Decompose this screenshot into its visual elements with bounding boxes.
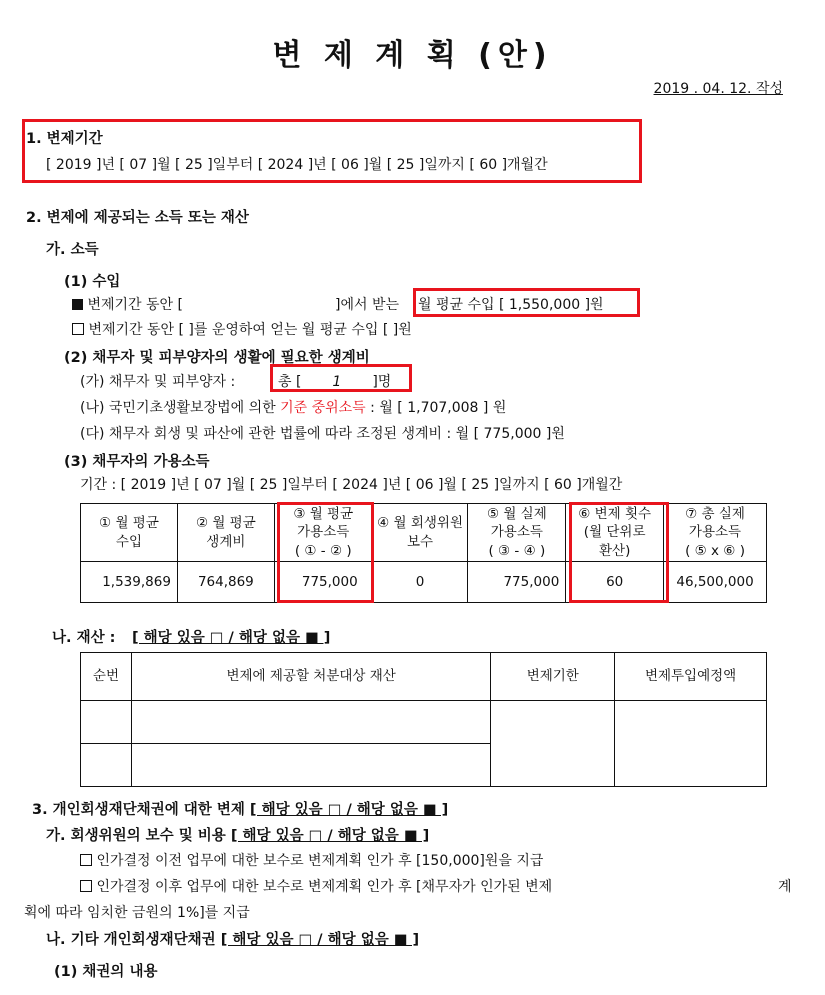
dependents-count: 총 [ 1 ]명 <box>278 374 392 390</box>
header-living-cost: ② 월 평균 생계비 <box>177 504 274 562</box>
header-available-income: ③ 월 평균 가용소득 ( ① - ② ) <box>274 504 372 562</box>
checked-box-icon <box>72 299 83 310</box>
trustee-fee-item-1: 인가결정 이전 업무에 대한 보수로 변제계획 인가 후 [150,000]원을 지급 <box>80 850 543 870</box>
repayment-period: [ 2019 ]년 [ 07 ]월 [ 25 ]일부터 [ 2024 ]년 [ 06 ]월 [ 25 ]일까지 [ 60 ]개월간 <box>46 157 548 173</box>
monthly-income: 월 평균 수입 [ 1,550,000 ]원 <box>418 297 604 313</box>
header-monthly-income: ① 월 평균 수입 <box>81 504 178 562</box>
trustee-fee-heading: 가. 회생위원의 보수 및 비용 [ 해당 있음 □ / 해당 없음 ■ ] <box>46 828 430 844</box>
section-2-ga: 가. 소득 <box>46 242 99 258</box>
cell-living-cost: 764,869 <box>177 562 274 603</box>
adjusted-living-cost: (다) 채무자 회생 및 파산에 관한 법률에 따라 조정된 생계비 : 월 [ 775,000 ]원 <box>80 426 565 442</box>
cell-trustee-fee: 0 <box>372 562 468 603</box>
section-1-heading: 1. 변제기간 <box>26 131 103 147</box>
available-income-heading: (3) 채무자의 가용소득 <box>64 454 210 470</box>
section-2-heading: 2. 변제에 제공되는 소득 또는 재산 <box>26 210 249 226</box>
available-income-period: 기간 : [ 2019 ]년 [ 07 ]월 [ 25 ]일부터 [ 2024 ]년 [ 06 ]월 [ 25 ]일까지 [ 60 ]개월간 <box>80 477 623 493</box>
header-seq: 순번 <box>81 653 132 701</box>
living-cost-heading: (2) 채무자 및 피부양자의 생활에 필요한 생계비 <box>64 350 370 366</box>
cell-total-available: 46,500,000 <box>664 562 767 603</box>
income-line-2: 변제기간 동안 [ ]를 운영하여 얻는 월 평균 수입 [ ]원 <box>72 319 412 339</box>
section-3-heading: 3. 개인회생재단채권에 대한 변제 [ 해당 있음 □ / 해당 없음 ■ ] <box>32 802 449 818</box>
income-line-1-source: ]에서 받는 <box>335 297 400 313</box>
header-asset: 변제에 제공할 처분대상 재산 <box>131 653 490 701</box>
document-date: 2019 . 04. 12. 작성 <box>653 81 783 97</box>
dependents-label: (가) 채무자 및 피부양자 : <box>80 374 236 390</box>
header-deadline: 변제기한 <box>491 653 615 701</box>
unchecked-box-icon <box>80 854 92 866</box>
trustee-fee-item-2-cont: 획에 따라 임치한 금원의 1%]를 지급 <box>24 905 250 921</box>
cell-monthly-income: 1,539,869 <box>81 562 178 603</box>
header-payment-count: ⑥ 변제 횟수 (월 단위로 환산) <box>566 504 664 562</box>
unchecked-box-icon <box>80 880 92 892</box>
cell-actual-available: 775,000 <box>468 562 566 603</box>
document-title: 변 제 계 획 (안) <box>272 38 553 73</box>
cell-available-income: 775,000 <box>274 562 372 603</box>
assets-header-row <box>81 653 767 701</box>
header-amount: 변제투입예정액 <box>615 653 767 701</box>
header-actual-available: ⑤ 월 실제 가용소득 ( ③ - ④ ) <box>468 504 566 562</box>
assets-status: [ 해당 있음 □ / 해당 없음 ■ ] <box>132 630 331 646</box>
highlight-box-available-col <box>277 502 374 603</box>
other-claims-heading: 나. 기타 개인회생재단채권 [ 해당 있음 □ / 해당 없음 ■ ] <box>46 932 420 948</box>
median-income-line: (나) 국민기초생활보장법에 의한 기준 중위소득 : 월 [ 1,707,008 ] 원 <box>80 400 507 416</box>
header-trustee-fee: ④ 월 회생위원 보수 <box>372 504 468 562</box>
trustee-fee-item-2: 인가결정 이후 업무에 대한 보수로 변제계획 인가 후 [채무자가 인가된 변제 <box>80 876 552 896</box>
cell-payment-count: 60 <box>566 562 664 603</box>
trustee-fee-item-2-wrap: 계 <box>778 879 792 895</box>
header-total-available: ⑦ 총 실제 가용소득 ( ⑤ x ⑥ ) <box>664 504 767 562</box>
assets-label: 나. 재산 : <box>52 630 116 646</box>
highlight-box-count-col <box>569 502 669 603</box>
table-row <box>81 701 767 744</box>
income-heading: (1) 수입 <box>64 274 121 290</box>
income-line-1: 변제기간 동안 [ <box>72 294 183 314</box>
assets-table <box>80 652 767 787</box>
unchecked-box-icon <box>72 323 84 335</box>
median-income-term: 기준 중위소득 <box>280 400 366 416</box>
claim-content-heading: (1) 채권의 내용 <box>54 964 158 980</box>
